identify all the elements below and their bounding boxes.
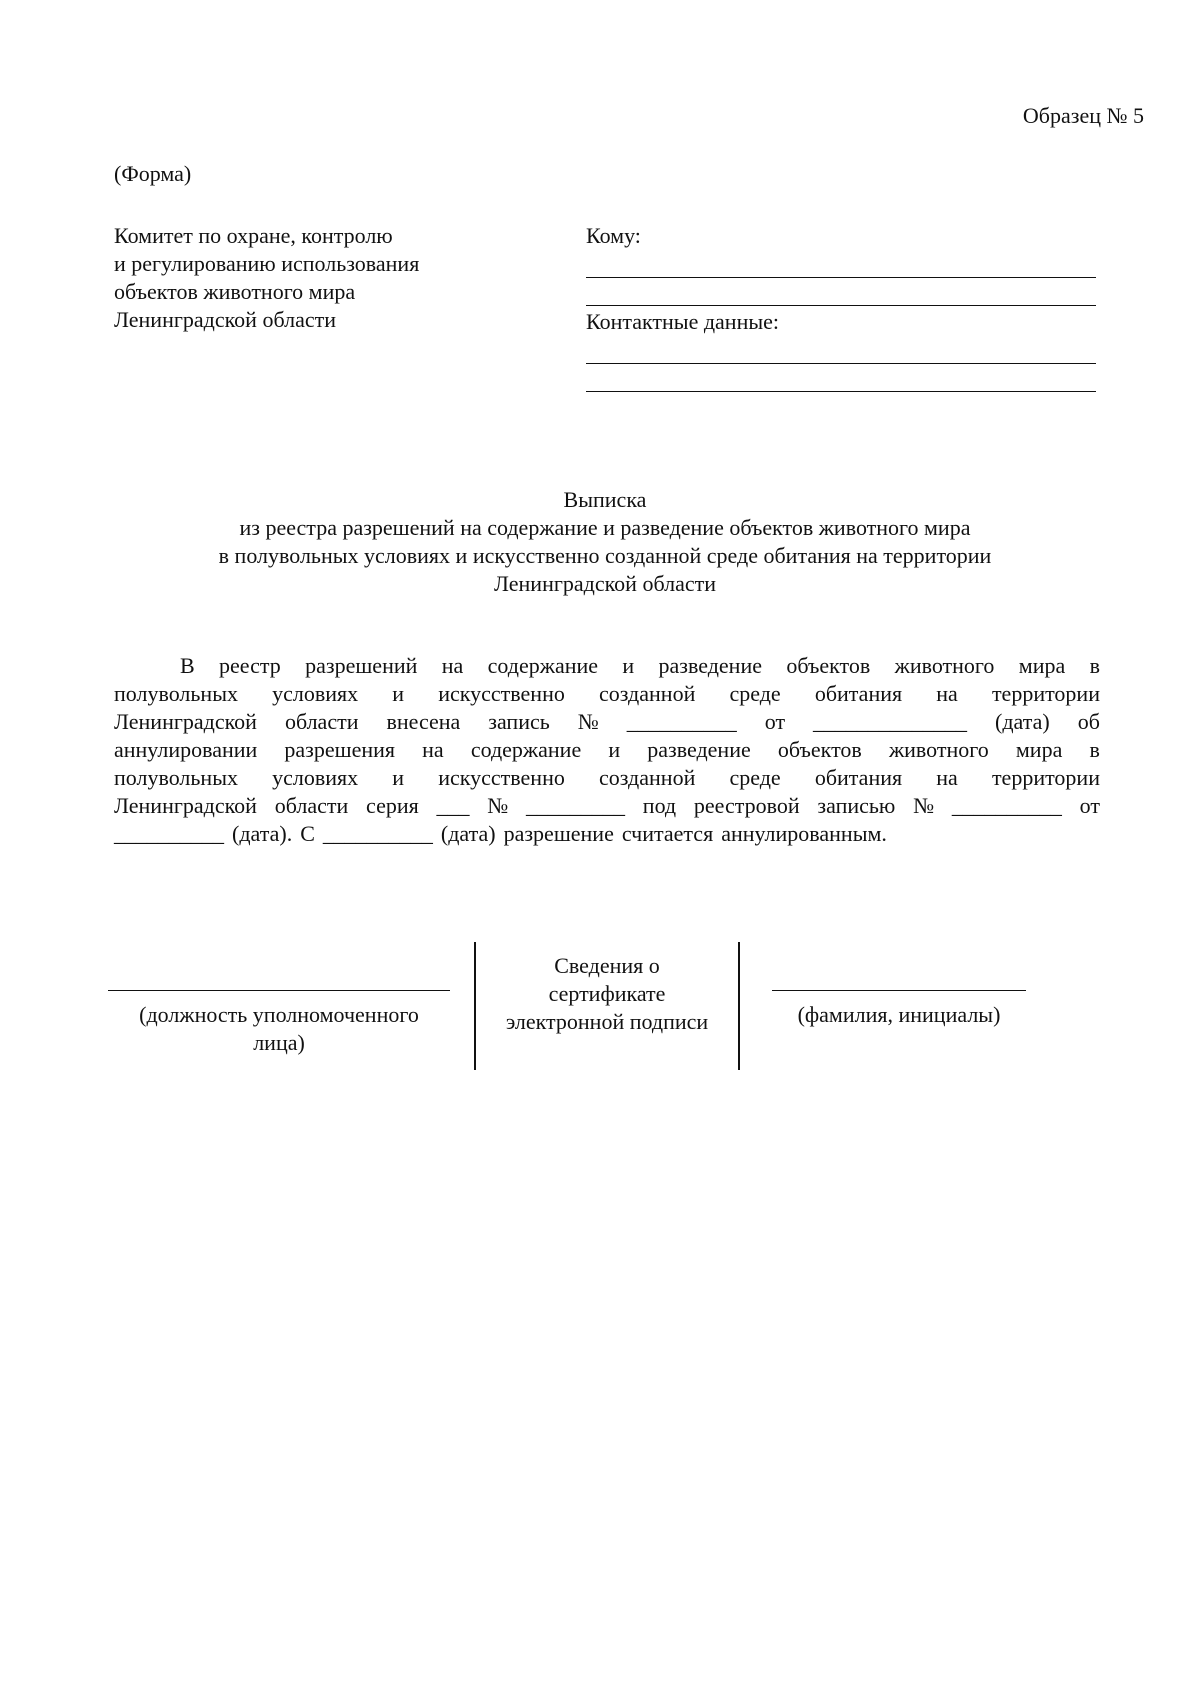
body-line — [114, 652, 1100, 680]
body-word: на — [441, 653, 464, 678]
committee-line: и регулированию использования — [114, 251, 420, 276]
position-caption — [108, 1001, 450, 1057]
certificate-line: электронной подписи — [505, 1009, 709, 1034]
body-word: мира — [1018, 653, 1066, 678]
certificate-line: Сведения о — [554, 953, 660, 978]
body-word: записью — [817, 793, 896, 818]
body-word: в — [1089, 653, 1100, 678]
body-line — [114, 792, 1100, 820]
body-word: среде — [729, 681, 781, 706]
body-word: условиях — [272, 681, 359, 706]
document-title — [110, 486, 1100, 598]
sample-number: Образец № 5 — [1022, 103, 1144, 128]
body-word: серия — [366, 793, 419, 818]
body-word: территории — [991, 765, 1100, 790]
name-signature — [772, 942, 1026, 1029]
body-word: __________ — [114, 821, 224, 846]
body-word: ___ — [436, 793, 470, 818]
recipient-contacts-line[interactable] — [586, 336, 1096, 364]
name-caption: (фамилия, инициалы) — [797, 1002, 1001, 1027]
body-word: на — [936, 681, 958, 706]
body-word: среде — [729, 765, 781, 790]
body-word: __________ — [322, 821, 433, 846]
body-word: и — [608, 737, 621, 762]
body-word: __________ — [626, 709, 737, 734]
body-line — [114, 764, 1100, 792]
body-word: территории — [991, 681, 1100, 706]
recipient-contacts-label: Контактные данные: — [586, 309, 779, 334]
committee-line: объектов животного мира — [114, 279, 356, 304]
body-word: (дата) — [440, 821, 496, 846]
recipient-name-line-2[interactable] — [586, 278, 1096, 306]
body-word: разведение — [647, 737, 751, 762]
certificate-line: сертификате — [548, 981, 666, 1006]
body-word: внесена — [386, 709, 461, 734]
body-word: (дата) — [995, 709, 1050, 734]
body-line — [114, 680, 1100, 708]
body-word: области — [284, 709, 359, 734]
body-word: под — [642, 793, 677, 818]
signature-block — [108, 942, 1048, 1070]
recipient-to-label: Кому: — [586, 223, 641, 248]
body-word: в — [1089, 737, 1100, 762]
committee-line: Комитет по охране, контролю — [114, 223, 393, 248]
body-word: на — [422, 737, 444, 762]
committee-line: Ленинградской области — [114, 307, 336, 332]
body-word: искусственно — [438, 765, 565, 790]
title-line: из реестра разрешений на содержание и разведение объектов животного мира — [239, 515, 971, 540]
body-word: животного — [894, 653, 995, 678]
certificate-info — [476, 952, 738, 1036]
recipient-name-line[interactable] — [586, 250, 1096, 278]
body-word: _________ — [526, 793, 626, 818]
position-caption-line: (должность уполномоченного — [139, 1002, 419, 1027]
body-word: и — [392, 681, 405, 706]
body-word: считается — [621, 821, 714, 846]
body-word: об — [1077, 709, 1100, 734]
title-line: Ленинградской области — [494, 571, 716, 596]
body-word: условиях — [272, 765, 359, 790]
body-word: аннулировании — [114, 737, 258, 762]
body-word: объектов — [777, 737, 862, 762]
body-word: реестр — [219, 653, 281, 678]
body-word: искусственно — [438, 681, 565, 706]
body-word: __________ — [951, 793, 1062, 818]
body-word: № — [487, 793, 509, 818]
body-word: и — [392, 765, 405, 790]
body-word: Ленинградской — [114, 709, 257, 734]
name-line[interactable] — [772, 942, 1026, 991]
body-word: содержание — [487, 653, 599, 678]
title-line: Выписка — [563, 487, 647, 512]
body-word: полувольных — [114, 765, 238, 790]
divider — [738, 942, 740, 1070]
body-word: запись — [488, 709, 550, 734]
body-word: (дата). — [232, 821, 293, 846]
body-word: мира — [1015, 737, 1063, 762]
body-word: № — [913, 793, 935, 818]
body-paragraph — [114, 652, 1100, 848]
body-word: Ленинградской — [114, 793, 257, 818]
body-word: области — [274, 793, 349, 818]
body-word: разрешение — [503, 821, 614, 846]
body-word: В — [180, 653, 195, 678]
body-word: обитания — [814, 765, 903, 790]
position-line[interactable] — [108, 942, 450, 991]
body-word: на — [936, 765, 958, 790]
body-word: животного — [888, 737, 989, 762]
body-word: от — [1079, 793, 1100, 818]
body-word: разрешений — [305, 653, 418, 678]
body-word: созданной — [599, 681, 696, 706]
body-word: реестровой — [693, 793, 800, 818]
body-line — [114, 820, 1100, 848]
body-word: и — [622, 653, 635, 678]
body-word: от — [764, 709, 786, 734]
body-line — [114, 708, 1100, 736]
committee-name — [114, 222, 494, 334]
body-word: разведение — [658, 653, 762, 678]
body-word: полувольных — [114, 681, 238, 706]
body-word: содержание — [470, 737, 582, 762]
body-word: ______________ — [813, 709, 968, 734]
body-word: аннулированным. — [721, 821, 887, 846]
position-signature — [108, 942, 450, 1057]
body-word: обитания — [814, 681, 903, 706]
body-word: № — [577, 709, 599, 734]
position-caption-line: лица) — [253, 1030, 305, 1055]
recipient-contacts-line-2[interactable] — [586, 364, 1096, 392]
recipient-block — [586, 222, 1096, 392]
body-word: С — [300, 821, 315, 846]
body-word: объектов — [786, 653, 871, 678]
title-line: в полувольных условиях и искусственно созданной среде обитания на территории — [218, 543, 992, 568]
body-word: созданной — [599, 765, 696, 790]
body-line — [114, 736, 1100, 764]
body-word: разрешения — [284, 737, 396, 762]
form-label: (Форма) — [114, 161, 192, 186]
